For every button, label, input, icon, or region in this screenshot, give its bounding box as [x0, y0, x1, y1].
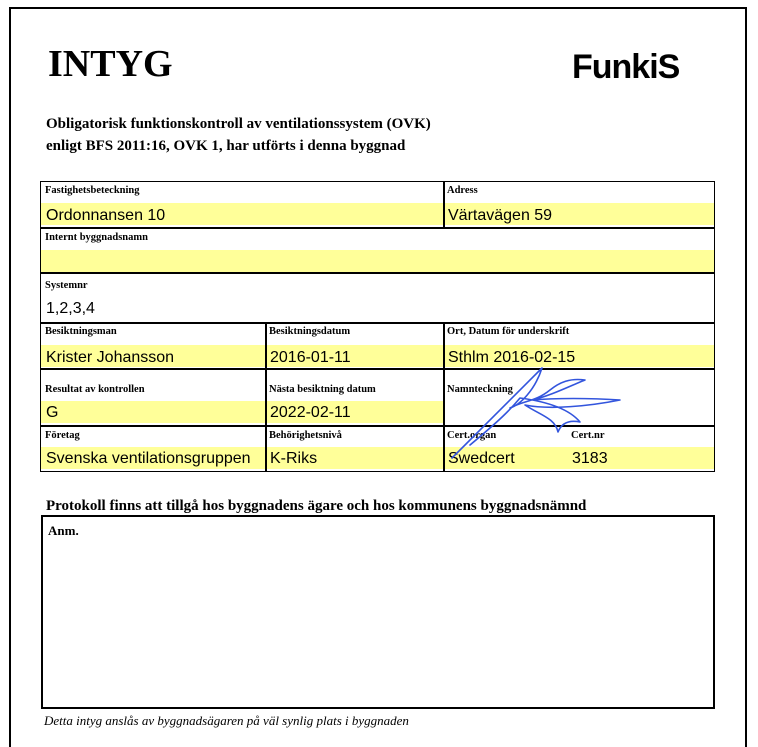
adress-value[interactable]: Värtavägen 59 — [448, 207, 553, 224]
behorighetsniva-label: Behörighetsnivå — [269, 430, 342, 441]
row-divider — [41, 272, 714, 274]
besiktningsdatum-value[interactable]: 2016-01-11 — [270, 349, 351, 366]
fastighetsbeteckning-label: Fastighetsbeteckning — [45, 185, 140, 196]
nasta-besiktning-value[interactable]: 2022-02-11 — [270, 404, 351, 421]
resultat-label: Resultat av kontrollen — [45, 384, 145, 395]
besiktningsman-label: Besiktningsman — [45, 326, 117, 337]
systemnr-value[interactable]: 1,2,3,4 — [46, 300, 95, 317]
col-divider — [443, 182, 445, 227]
cert-nr-value[interactable]: 3183 — [572, 450, 608, 467]
foretag-value[interactable]: Svenska ventilationsgruppen — [46, 450, 251, 467]
besiktningsdatum-label: Besiktningsdatum — [269, 326, 351, 337]
namnteckning-label: Namnteckning — [447, 384, 513, 395]
systemnr-label: Systemnr — [45, 280, 88, 291]
subtitle-line-2: enligt BFS 2011:16, OVK 1, har utförts i denna byggnad — [46, 138, 406, 154]
signature-scribble — [440, 360, 640, 460]
funkis-logo — [572, 50, 679, 84]
subtitle-line-1: Obligatorisk funktionskontroll av ventilationssystem (OVK) — [46, 116, 431, 132]
row2-fill — [41, 250, 714, 272]
col-divider — [265, 322, 267, 472]
resultat-value[interactable]: G — [46, 404, 59, 421]
ort-datum-value[interactable]: Sthlm 2016-02-15 — [448, 349, 576, 366]
fastighetsbeteckning-value[interactable]: Ordonnansen 10 — [46, 207, 166, 224]
internt-byggnadsnamn-label: Internt byggnadsnamn — [45, 232, 148, 243]
nasta-besiktning-label: Nästa besiktning datum — [269, 384, 376, 395]
footer-note: Detta intyg anslås av byggnadsägaren på väl synlig plats i byggnaden — [44, 713, 409, 728]
behorighetsniva-value[interactable]: K-Riks — [270, 450, 318, 467]
foretag-label: Företag — [45, 430, 80, 441]
row-divider — [41, 322, 714, 324]
cert-organ-value[interactable]: Swedcert — [448, 450, 515, 467]
cert-nr-label: Cert.nr — [571, 430, 605, 441]
document-title: INTYG — [48, 43, 173, 85]
row-divider — [41, 227, 714, 229]
ort-datum-label: Ort, Datum för underskrift — [447, 326, 570, 337]
anm-comment-box[interactable] — [41, 515, 715, 709]
anm-label: Anm. — [48, 523, 79, 538]
logo-text: FunkiS — [572, 48, 680, 86]
protocol-note: Protokoll finns att tillgå hos byggnadens ägare och hos kommunens byggnadsnämnd — [46, 498, 587, 514]
cert-organ-label: Cert.organ — [447, 430, 497, 441]
besiktningsman-value[interactable]: Krister Johansson — [46, 349, 175, 366]
adress-label: Adress — [447, 185, 478, 196]
